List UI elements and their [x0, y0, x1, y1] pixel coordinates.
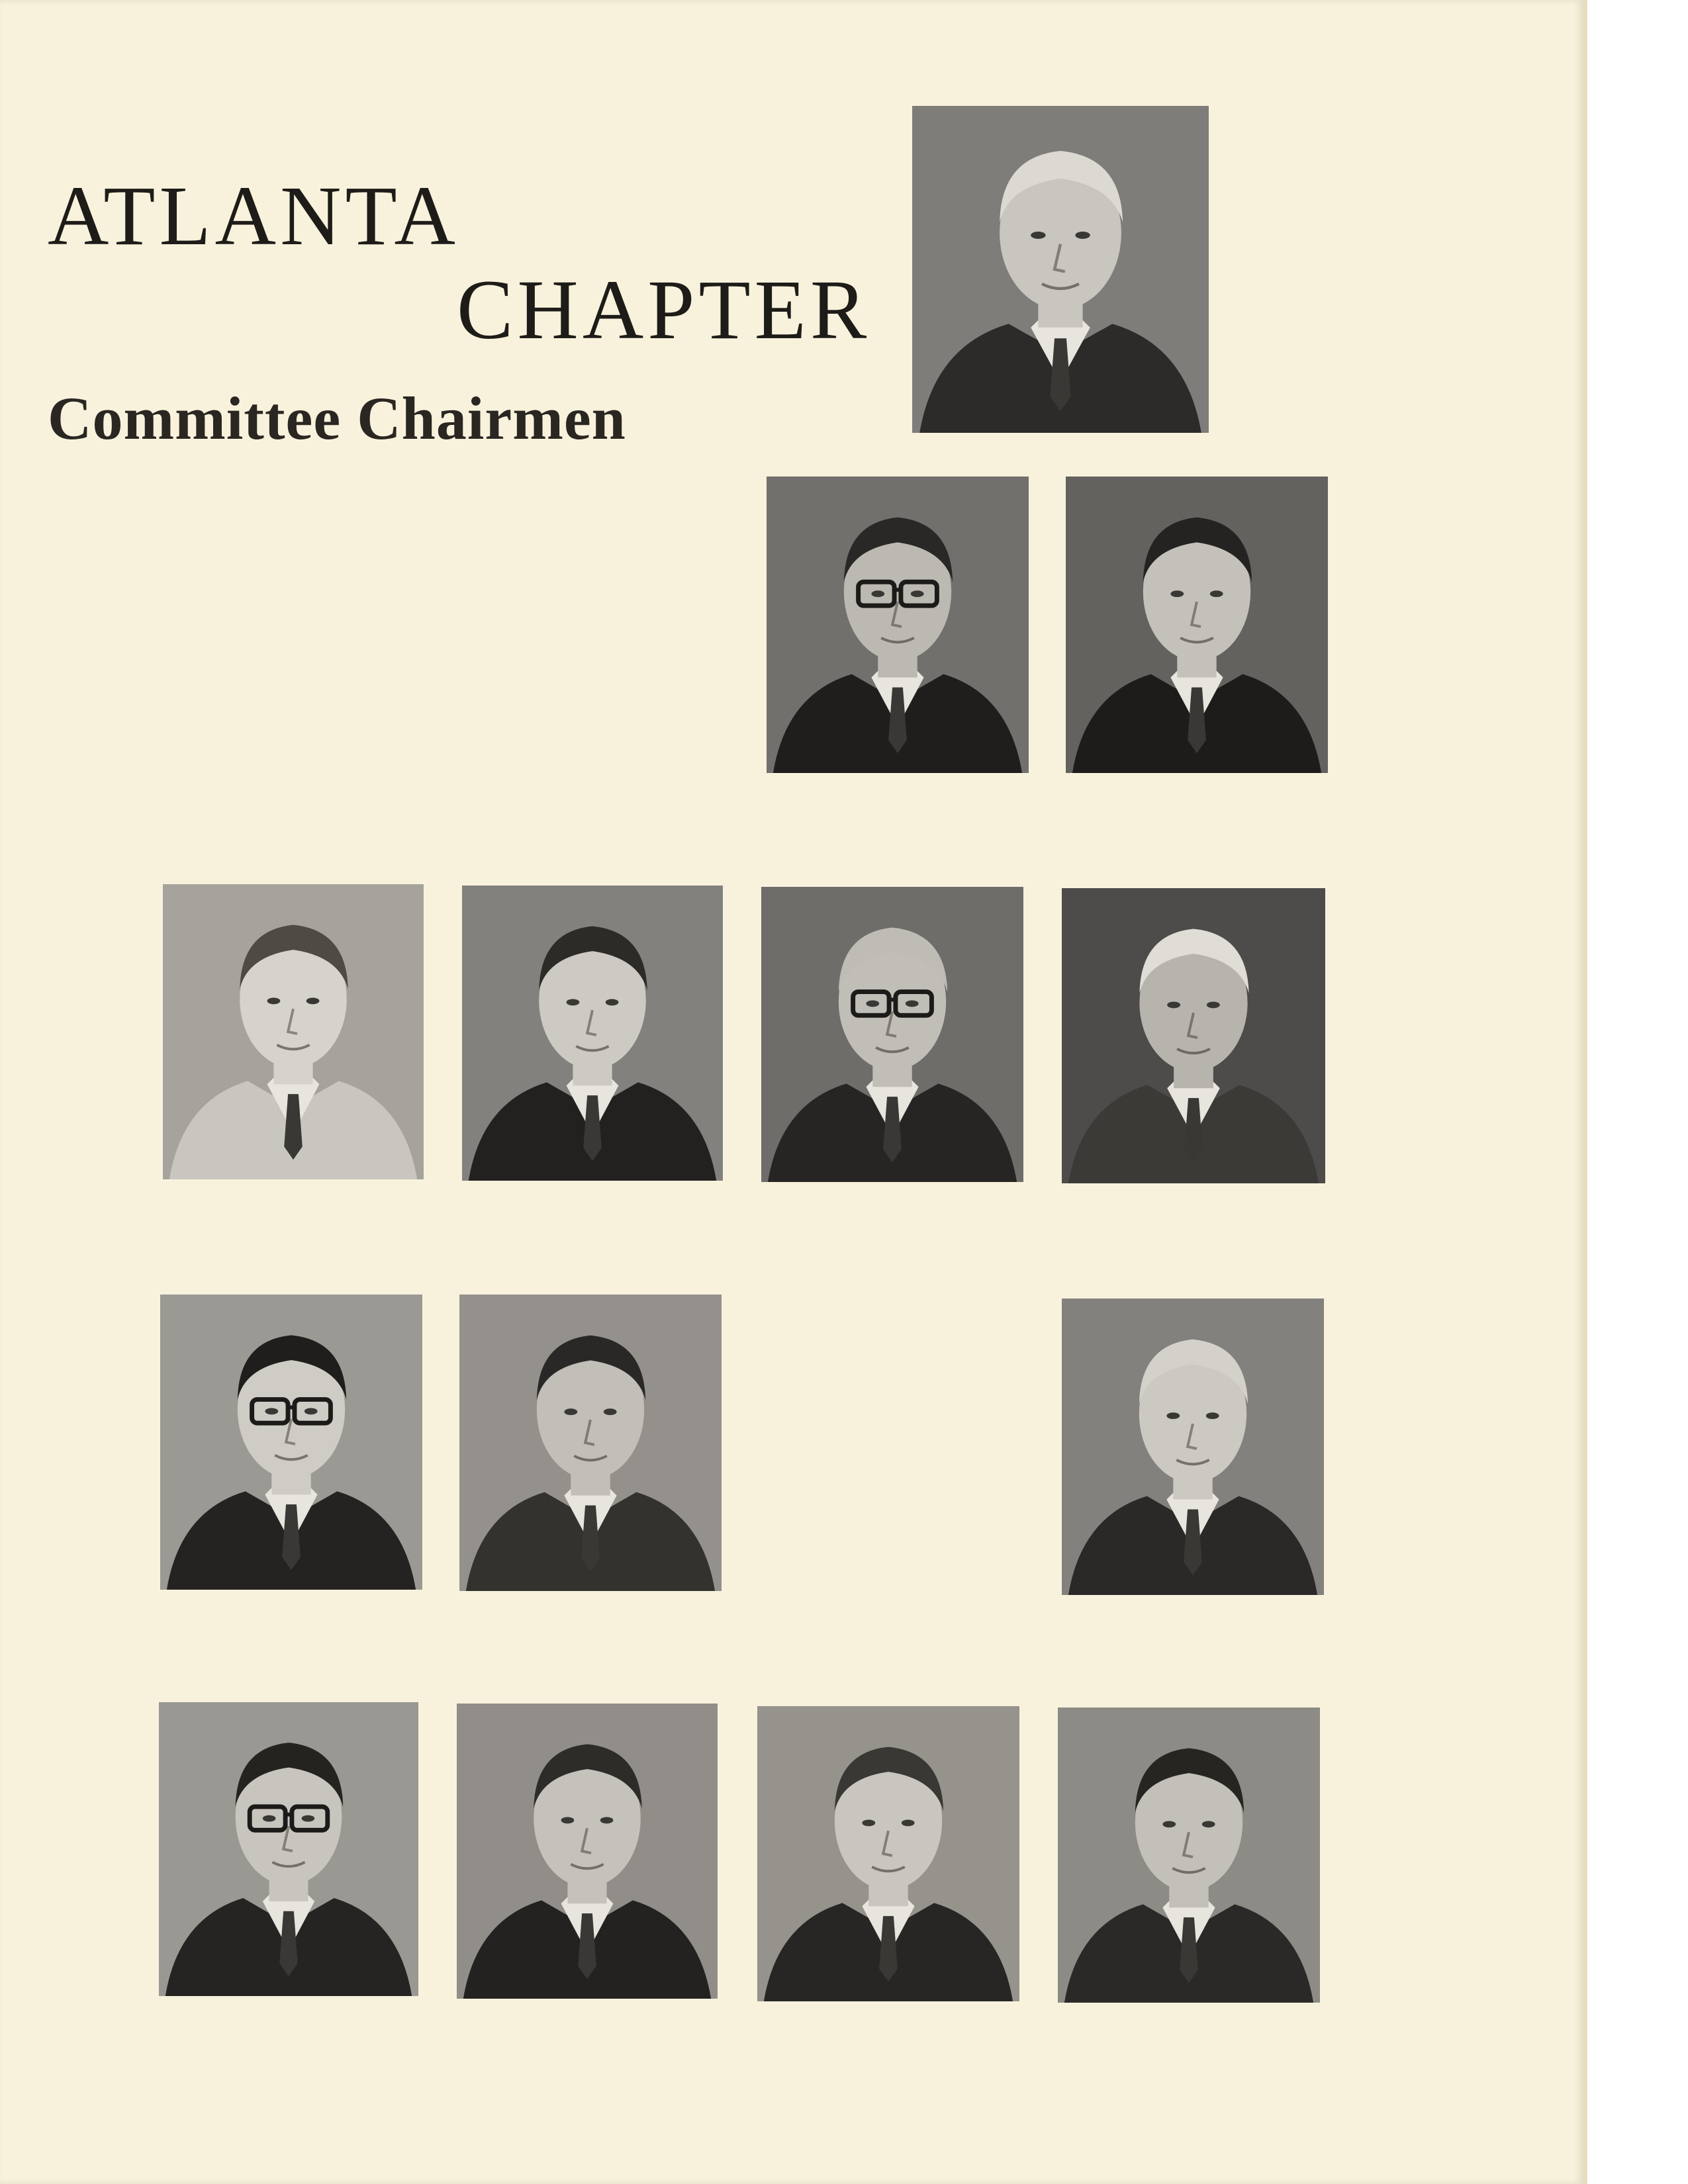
portrait-photo: [912, 106, 1209, 433]
portrait-photo: [163, 884, 424, 1179]
eye-left: [263, 1815, 276, 1822]
eye-right: [1206, 1412, 1219, 1419]
portrait-svg: [1062, 888, 1325, 1183]
portrait-svg: [159, 1702, 418, 1996]
portrait-svg: [912, 106, 1209, 433]
portrait-svg: [462, 886, 723, 1181]
eye-right: [1075, 232, 1090, 239]
eye-right: [306, 997, 320, 1004]
portrait-svg: [761, 887, 1023, 1182]
eye-right: [906, 1000, 919, 1007]
portrait-svg: [757, 1706, 1019, 2001]
eye-left: [567, 999, 580, 1005]
portrait-photo: [462, 886, 723, 1181]
eye-right: [911, 590, 924, 597]
eye-left: [265, 1408, 278, 1414]
eye-right: [606, 999, 619, 1005]
portrait-svg: [160, 1295, 422, 1590]
eye-left: [1162, 1821, 1176, 1827]
subtitle-committee-chairmen: Committee Chairmen: [48, 385, 626, 452]
page-edge: [1583, 0, 1587, 2184]
portrait-photo: [1058, 1707, 1320, 2003]
portrait-svg: [1058, 1707, 1320, 2003]
eye-left: [1167, 1001, 1180, 1008]
title-chapter: CHAPTER: [457, 263, 871, 357]
eye-left: [871, 590, 884, 597]
eye-right: [1207, 1001, 1220, 1008]
portrait-photo: [159, 1702, 418, 1996]
eye-left: [267, 997, 281, 1004]
eye-left: [1170, 590, 1184, 597]
portrait-photo: [1066, 477, 1328, 773]
eye-right: [600, 1817, 614, 1823]
portrait-photo: [757, 1706, 1019, 2001]
eye-right: [902, 1819, 915, 1826]
portrait-photo: [457, 1704, 718, 1999]
eye-right: [1202, 1821, 1215, 1827]
portrait-photo: [1062, 1298, 1324, 1595]
portrait-svg: [1066, 477, 1328, 773]
eye-right: [1210, 590, 1223, 597]
eye-left: [564, 1408, 577, 1415]
title-atlanta: ATLANTA: [48, 169, 459, 263]
portrait-photo: [160, 1295, 422, 1590]
eye-left: [866, 1000, 879, 1007]
portrait-svg: [459, 1295, 722, 1591]
eye-left: [1166, 1412, 1180, 1419]
portrait-svg: [1062, 1298, 1324, 1595]
eye-left: [561, 1817, 575, 1823]
portrait-photo: [761, 887, 1023, 1182]
portrait-photo: [767, 477, 1029, 773]
eye-right: [305, 1408, 318, 1414]
portrait-svg: [457, 1704, 718, 1999]
eye-left: [862, 1819, 875, 1826]
portrait-photo: [1062, 888, 1325, 1183]
eye-right: [604, 1408, 617, 1415]
portrait-svg: [163, 884, 424, 1179]
portrait-svg: [767, 477, 1029, 773]
portrait-photo: [459, 1295, 722, 1591]
eye-right: [302, 1815, 315, 1822]
eye-left: [1031, 232, 1045, 239]
